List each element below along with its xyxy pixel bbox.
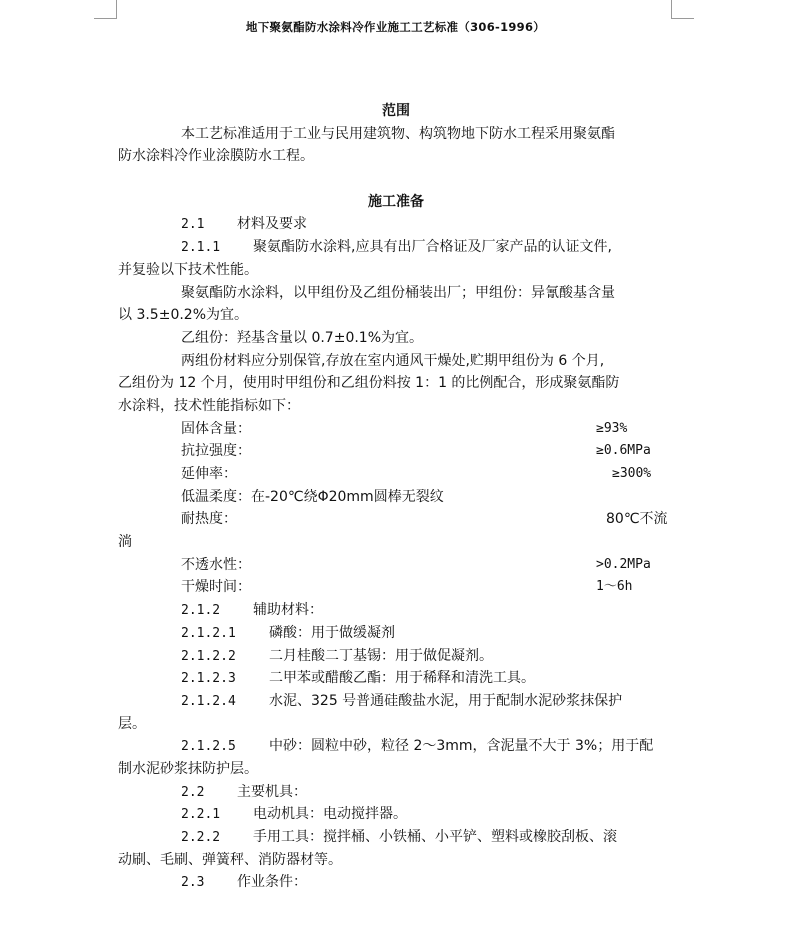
clause-title: 作业条件： (237, 874, 307, 891)
clause-number: 2.2 (181, 784, 205, 800)
clause-2-1-1 (118, 236, 674, 259)
clause-2-3 (118, 871, 674, 894)
spec-label: 不透水性： (181, 556, 251, 573)
clause-text: 电动机具：电动搅拌器。 (253, 806, 407, 823)
paragraph: 聚氨酯防水涂料，以甲组份及乙组份桶装出厂；甲组份：异氰酸基含量 (181, 284, 615, 301)
paragraph-cont: 防水涂料冷作业涂膜防水工程。 (118, 148, 314, 165)
spec-value: ≥93% (596, 420, 628, 436)
clause-text: 水泥、325 号普通硅酸盐水泥，用于配制水泥砂浆抹保护 (269, 692, 623, 709)
clause-text: 二月桂酸二丁基锡：用于做促凝剂。 (269, 647, 493, 664)
spec-row-tensile (118, 440, 674, 463)
margin-corner-mark-right (671, 0, 694, 19)
clause-title: 材料及要求 (237, 216, 307, 233)
clause-2-2-1 (118, 803, 674, 826)
spec-label: 干燥时间： (181, 579, 251, 596)
spec-row-impermeability (118, 554, 674, 577)
clause-number: 2.1.2.3 (181, 671, 236, 687)
clause-number: 2.1.2.5 (181, 739, 236, 755)
section-heading-prep: 施工准备 (368, 193, 424, 210)
clause-text: 磷酸：用于做缓凝剂 (269, 624, 395, 641)
paragraph: 本工艺标准适用于工业与民用建筑物、构筑物地下防水工程采用聚氨酯 (181, 125, 615, 142)
clause-2-1-2-4 (118, 690, 674, 713)
clause-2-1-2-5 (118, 735, 674, 758)
clause-number: 2.1.2.1 (181, 625, 236, 641)
spec-label: 固体含量： (181, 420, 251, 437)
margin-corner-mark-left (94, 0, 117, 19)
spec-row-heat (118, 508, 674, 531)
spec-value: 1～6h (596, 579, 633, 595)
clause-cont: 并复验以下技术性能。 (118, 261, 258, 278)
paragraph: 乙组份：羟基含量以 0.7±0.1%为宜。 (181, 329, 424, 346)
page-header: 地下聚氨酯防水涂料冷作业施工工艺标准（306-1996） (245, 20, 546, 34)
clause-2-2 (118, 781, 674, 804)
spec-row-solid (118, 418, 674, 441)
paragraph-cont: 水涂料，技术性能指标如下： (118, 397, 300, 414)
spec-row-lowtemp (118, 486, 674, 509)
spec-value: 80℃不流 (606, 511, 668, 528)
spec-cont: 淌 (118, 534, 132, 551)
clause-number: 2.1.2.4 (181, 693, 236, 709)
clause-number: 2.3 (181, 875, 205, 891)
paragraph: 两组份材料应分别保管,存放在室内通风干燥处,贮期甲组份为 6 个月, (181, 352, 605, 369)
clause-title: 辅助材料： (253, 602, 323, 619)
spec-label: 抗拉强度： (181, 443, 251, 460)
clause-cont: 动刷、毛刷、弹簧秤、消防器材等。 (118, 851, 342, 868)
spec-value: ≥0.6MPa (596, 443, 651, 459)
clause-number: 2.1.2 (181, 603, 221, 619)
clause-number: 2.2.1 (181, 807, 221, 823)
clause-2-1 (118, 213, 674, 236)
clause-number: 2.1 (181, 217, 205, 233)
document-body (118, 100, 674, 894)
clause-cont: 层。 (118, 715, 146, 732)
spec-label: 延伸率： (181, 466, 237, 482)
spec-value: >0.2MPa (596, 556, 651, 572)
spec-label: 低温柔度：在-20℃绕Φ20mm圆棒无裂纹 (181, 488, 444, 505)
clause-cont: 制水泥砂浆抹防护层。 (118, 760, 258, 777)
clause-text: 手用工具：搅拌桶、小铁桶、小平铲、塑料或橡胶刮板、滚 (253, 829, 617, 845)
clause-2-1-2 (118, 599, 674, 622)
paragraph-cont: 乙组份为 12 个月，使用时甲组份和乙组份料按 1：1 的比例配合，形成聚氨酯防 (118, 375, 620, 392)
clause-text: 中砂：圆粒中砂，粒径 2～3mm，含泥量不大于 3%；用于配 (269, 738, 654, 755)
clause-number: 2.1.2.2 (181, 648, 236, 664)
clause-2-1-2-3 (118, 667, 674, 690)
section-heading-scope: 范围 (382, 103, 410, 119)
clause-text: 聚氨酯防水涂料,应具有出厂合格证及厂家产品的认证文件, (253, 239, 612, 256)
clause-2-2-2 (118, 826, 674, 849)
clause-2-1-2-1 (118, 622, 674, 645)
spec-row-elongation (118, 463, 674, 486)
clause-text: 二甲苯或醋酸乙酯：用于稀释和清洗工具。 (269, 670, 535, 687)
clause-number: 2.1.1 (181, 240, 221, 256)
clause-2-1-2-2 (118, 645, 674, 668)
spec-row-drying (118, 576, 674, 599)
clause-number: 2.2.2 (181, 830, 221, 845)
paragraph-cont: 以 3.5±0.2%为宜。 (118, 307, 249, 324)
clause-title: 主要机具： (237, 783, 307, 800)
spec-label: 耐热度： (181, 511, 237, 528)
spec-value: ≥300% (612, 466, 652, 481)
